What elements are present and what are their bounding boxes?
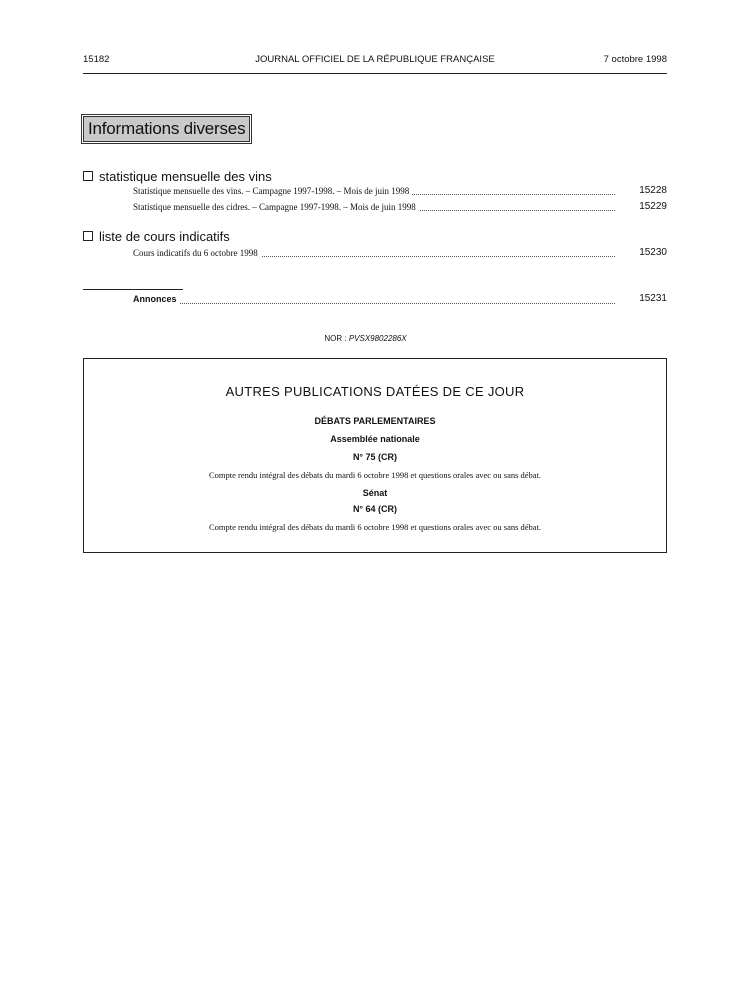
page-number: 15182 (83, 54, 110, 65)
senat-name: Sénat (362, 488, 388, 498)
toc-entry[interactable] (133, 186, 667, 200)
dot-leader (133, 303, 615, 304)
senat-description: Compte rendu intégral des débats du mardi 6 octobre 1998 et questions orales avec ou sans débat. (208, 522, 542, 532)
assemblee-name: Assemblée nationale (330, 434, 420, 444)
page-header (83, 54, 667, 70)
annonces-entry[interactable] (133, 294, 667, 308)
toc-entry-page: 15228 (639, 185, 667, 196)
nor-reference (0, 334, 731, 343)
publications-heading: DÉBATS PARLEMENTAIRES (314, 416, 436, 426)
issue-date: 7 octobre 1998 (603, 54, 667, 65)
section-title: Informations diverses (83, 116, 250, 142)
assemblee-number: N° 75 (CR) (352, 452, 398, 462)
header-rule (83, 73, 667, 74)
toc-entry-page: 15229 (639, 201, 667, 212)
nor-code: PVSX9802286X (348, 334, 407, 343)
publications-title: AUTRES PUBLICATIONS DATÉES DE CE JOUR (225, 384, 525, 399)
separator-rule (83, 289, 183, 290)
category-heading (83, 229, 230, 244)
checkbox-square-icon (83, 171, 93, 181)
annonces-label: Annonces (133, 294, 177, 304)
nor-label: NOR : (324, 334, 347, 343)
toc-entry-text: Statistique mensuelle des vins. – Campagne 1997-1998. – Mois de juin 1998 (133, 186, 412, 196)
annonces-page: 15231 (639, 293, 667, 304)
toc-entry-page: 15230 (639, 247, 667, 258)
journal-title: JOURNAL OFFICIEL DE LA RÉPUBLIQUE FRANÇAISE (255, 54, 495, 65)
assemblee-description: Compte rendu intégral des débats du mardi 6 octobre 1998 et questions orales avec ou sans débat. (208, 470, 542, 480)
toc-entry-text: Cours indicatifs du 6 octobre 1998 (133, 248, 261, 258)
other-publications-box (83, 358, 667, 553)
category-heading (83, 169, 272, 184)
checkbox-square-icon (83, 231, 93, 241)
toc-entry-text: Statistique mensuelle des cidres. – Campagne 1997-1998. – Mois de juin 1998 (133, 202, 419, 212)
category-title: liste de cours indicatifs (99, 229, 230, 244)
toc-entry[interactable] (133, 248, 667, 262)
category-title: statistique mensuelle des vins (99, 169, 272, 184)
toc-entry[interactable] (133, 202, 667, 216)
senat-number: N° 64 (CR) (352, 504, 398, 514)
